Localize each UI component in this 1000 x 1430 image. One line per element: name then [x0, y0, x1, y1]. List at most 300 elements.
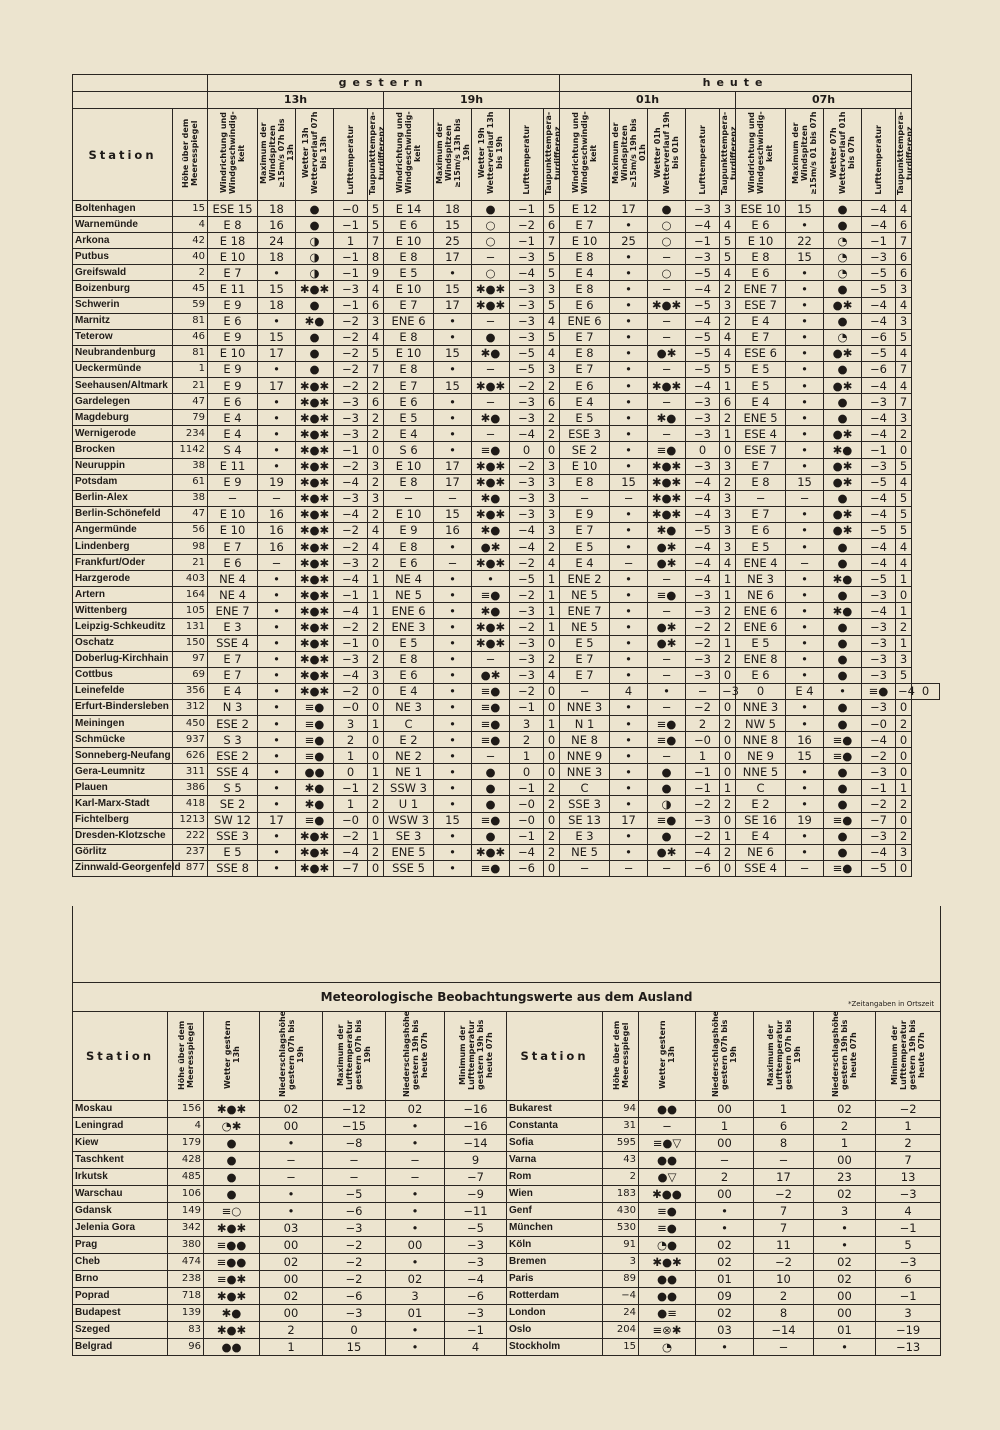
observation-cell: E 6 — [208, 313, 258, 329]
observation-cell: • — [434, 538, 472, 554]
observation-cell: 0 — [912, 683, 940, 699]
station-altitude: 877 — [173, 860, 208, 876]
observation-cell: − — [323, 1152, 386, 1169]
observation-cell: 0 — [544, 683, 560, 699]
table-row — [73, 619, 940, 635]
station-name: Constanta — [507, 1118, 603, 1135]
observation-cell: 2 — [720, 844, 736, 860]
observation-cell: −2 — [334, 329, 368, 345]
observation-cell: ✱●✱ — [296, 378, 334, 394]
station-name: Fichtelberg — [73, 812, 173, 828]
observation-cell: • — [434, 619, 472, 635]
observation-cell: 1 — [544, 619, 560, 635]
observation-cell: 02 — [260, 1254, 323, 1271]
station-altitude: 81 — [173, 345, 208, 361]
observation-cell: • — [260, 1203, 323, 1220]
observation-cell: −1 — [686, 780, 720, 796]
observation-cell: −5 — [862, 522, 896, 538]
observation-cell: 17 — [434, 249, 472, 265]
observation-cell: C — [736, 780, 786, 796]
observation-cell: N 1 — [560, 716, 610, 732]
station-altitude: 428 — [168, 1152, 204, 1169]
observation-cell: • — [434, 764, 472, 780]
observation-cell: • — [258, 667, 296, 683]
observation-cell: −3 — [862, 619, 896, 635]
observation-cell: 1 — [334, 233, 368, 249]
table-row — [73, 281, 940, 297]
observation-cell: 1 — [544, 571, 560, 587]
station-altitude: 474 — [168, 1254, 204, 1271]
observation-cell: 5 — [896, 490, 912, 506]
observation-cell: • — [610, 732, 648, 748]
observation-cell: ✱●✱ — [648, 490, 686, 506]
observation-cell: −6 — [510, 860, 544, 876]
station-altitude: 81 — [173, 313, 208, 329]
observation-cell: ENE 4 — [736, 555, 786, 571]
observation-cell: ●● — [639, 1152, 696, 1169]
observation-cell: • — [434, 587, 472, 603]
observation-cell: • — [258, 442, 296, 458]
observation-cell: ≡● — [296, 699, 334, 715]
observation-cell: −3 — [862, 249, 896, 265]
observation-cell: ≡●▽ — [639, 1135, 696, 1152]
observation-cell: • — [786, 619, 824, 635]
observation-cell: E 4 — [786, 683, 824, 699]
observation-cell: ≡● — [648, 812, 686, 828]
observation-cell: −2 — [334, 619, 368, 635]
station-name: Doberlug-Kirchhain — [73, 651, 173, 667]
table-row — [73, 1101, 941, 1118]
observation-cell: • — [786, 297, 824, 313]
station-altitude: 386 — [173, 780, 208, 796]
observation-cell: E 8 — [560, 345, 610, 361]
observation-cell: E 6 — [384, 667, 434, 683]
station-name: Bukarest — [507, 1101, 603, 1118]
observation-cell: − — [560, 683, 610, 699]
observation-cell: • — [814, 1339, 876, 1356]
observation-cell: ✱● — [472, 490, 510, 506]
observation-cell: ≡● — [472, 732, 510, 748]
observation-cell: 6 — [896, 217, 912, 233]
observation-cell: − — [472, 361, 510, 377]
observation-cell: • — [610, 329, 648, 345]
observation-cell: E 14 — [384, 201, 434, 217]
observation-cell: −3 — [334, 394, 368, 410]
observation-cell: ✱●✱ — [296, 651, 334, 667]
observation-cell: E 8 — [736, 474, 786, 490]
observation-cell: 5 — [544, 201, 560, 217]
observation-cell: 0 — [896, 699, 912, 715]
observation-cell: −6 — [686, 860, 720, 876]
observation-cell: − — [386, 1152, 445, 1169]
observation-cell: • — [258, 619, 296, 635]
observation-cell: ✱●✱ — [296, 860, 334, 876]
station-altitude: 222 — [173, 828, 208, 844]
observation-cell: ≡●● — [204, 1254, 260, 1271]
table-row — [73, 313, 940, 329]
station-altitude: 97 — [173, 651, 208, 667]
observation-cell: E 6 — [208, 394, 258, 410]
observation-cell: −3 — [720, 683, 736, 699]
observation-cell: 7 — [544, 233, 560, 249]
station-altitude: 150 — [173, 635, 208, 651]
observation-cell: 3 — [544, 490, 560, 506]
station-name: Gera-Leumnitz — [73, 764, 173, 780]
observation-cell: E 2 — [384, 732, 434, 748]
observation-cell: 10 — [754, 1271, 814, 1288]
observation-cell: • — [786, 603, 824, 619]
observation-cell: ● — [824, 828, 862, 844]
observation-cell: − — [648, 651, 686, 667]
station-altitude: 238 — [168, 1271, 204, 1288]
observation-cell: 16 — [434, 522, 472, 538]
observation-cell: −3 — [323, 1305, 386, 1322]
observation-cell: 4 — [610, 683, 648, 699]
observation-cell: E 5 — [736, 361, 786, 377]
observation-cell: −4 — [862, 313, 896, 329]
observation-cell: ✱● — [472, 522, 510, 538]
fcol-min-right: Minimum der Lufttemperatur gestern 19h bis heute 07h — [890, 1019, 927, 1091]
observation-cell: 01 — [386, 1305, 445, 1322]
station-altitude: 626 — [173, 748, 208, 764]
station-altitude: 2 — [603, 1169, 639, 1186]
observation-cell: −3 — [862, 828, 896, 844]
observation-cell: −5 — [862, 345, 896, 361]
observation-cell: E 6 — [384, 217, 434, 233]
observation-cell: −4 — [686, 474, 720, 490]
observation-cell: NE 3 — [384, 699, 434, 715]
observation-cell: • — [610, 667, 648, 683]
table-row — [73, 1305, 941, 1322]
observation-cell: ✱●✱ — [296, 587, 334, 603]
observation-cell: −1 — [334, 635, 368, 651]
observation-cell: • — [258, 410, 296, 426]
observation-cell: • — [786, 378, 824, 394]
observation-cell: • — [786, 796, 824, 812]
table-row — [73, 780, 940, 796]
observation-cell: E 8 — [560, 249, 610, 265]
observation-cell: 0 — [544, 860, 560, 876]
observation-cell: − — [472, 313, 510, 329]
observation-cell: 3 — [368, 490, 384, 506]
observation-cell: − — [648, 571, 686, 587]
observation-cell: 8 — [754, 1135, 814, 1152]
station-altitude: 106 — [168, 1186, 204, 1203]
col-taup-13: Taupunkttempera-turdifferenz — [368, 111, 386, 195]
observation-cell: • — [434, 394, 472, 410]
observation-cell: E 7 — [384, 378, 434, 394]
observation-cell: − — [384, 490, 434, 506]
observation-cell: − — [786, 555, 824, 571]
station-altitude: 98 — [173, 538, 208, 554]
observation-cell: −1 — [862, 442, 896, 458]
observation-cell: − — [560, 490, 610, 506]
observation-cell: − — [736, 490, 786, 506]
observation-cell: U 1 — [384, 796, 434, 812]
observation-cell: • — [610, 281, 648, 297]
observation-cell: 2 — [544, 651, 560, 667]
observation-cell: E 7 — [560, 329, 610, 345]
observation-cell: 4 — [720, 217, 736, 233]
fcol-wetter-right: Wetter gestern 13h — [658, 1020, 676, 1090]
observation-cell: ESE 2 — [208, 716, 258, 732]
observation-cell: • — [610, 345, 648, 361]
observation-cell: 2 — [696, 1169, 754, 1186]
observation-cell: −1 — [334, 780, 368, 796]
domestic-observations-table — [72, 74, 940, 877]
col-max-01: Maximum der Windspitzen ≥15m/s 19h bis 01h — [610, 118, 647, 188]
observation-cell: −4 — [862, 426, 896, 442]
station-name: Görlitz — [73, 844, 173, 860]
observation-cell: • — [610, 603, 648, 619]
observation-cell: −3 — [686, 426, 720, 442]
observation-cell: ✱● — [648, 410, 686, 426]
observation-cell: −6 — [862, 329, 896, 345]
observation-cell: 5 — [544, 265, 560, 281]
station-name: Wernigerode — [73, 426, 173, 442]
observation-cell: E 3 — [208, 619, 258, 635]
observation-cell: 17 — [434, 458, 472, 474]
observation-cell: • — [786, 313, 824, 329]
observation-cell: ≡● — [648, 716, 686, 732]
observation-cell: −4 — [686, 217, 720, 233]
observation-cell: − — [686, 683, 720, 699]
observation-cell: −3 — [686, 812, 720, 828]
observation-cell: −3 — [686, 667, 720, 683]
observation-cell: 0 — [896, 764, 912, 780]
fcol-min-left: Minimum der Lufttemperatur gestern 19h bis heute 07h — [457, 1019, 494, 1091]
station-altitude: 46 — [173, 329, 208, 345]
observation-cell: −2 — [754, 1186, 814, 1203]
observation-cell: 2 — [876, 1135, 941, 1152]
observation-cell: ≡● — [639, 1220, 696, 1237]
observation-cell: • — [260, 1186, 323, 1203]
observation-cell: 6 — [896, 249, 912, 265]
observation-cell: 1 — [544, 603, 560, 619]
observation-cell: E 7 — [208, 538, 258, 554]
observation-cell: NE 2 — [384, 748, 434, 764]
observation-cell: 1 — [896, 571, 912, 587]
observation-cell: −3 — [686, 603, 720, 619]
observation-cell: E 7 — [736, 506, 786, 522]
station-altitude: 204 — [603, 1322, 639, 1339]
observation-cell: 3 — [544, 522, 560, 538]
observation-cell: • — [610, 522, 648, 538]
observation-cell: −3 — [510, 313, 544, 329]
observation-cell: ✱●✱ — [296, 474, 334, 490]
table-row — [73, 1254, 941, 1271]
observation-cell: 3 — [896, 410, 912, 426]
table-row — [73, 233, 940, 249]
station-name: Dresden-Klotzsche — [73, 828, 173, 844]
observation-cell: 0 — [720, 699, 736, 715]
observation-cell: ESE 7 — [736, 442, 786, 458]
observation-cell: 18 — [434, 201, 472, 217]
observation-cell: 00 — [260, 1118, 323, 1135]
fcol-hoehe-left: Höhe über dem Meeresspiegel — [176, 1020, 195, 1090]
observation-cell: −2 — [510, 587, 544, 603]
station-altitude: 42 — [173, 233, 208, 249]
observation-cell: 15 — [434, 217, 472, 233]
observation-cell: • — [258, 828, 296, 844]
station-altitude: 530 — [603, 1220, 639, 1237]
station-altitude: 4 — [173, 217, 208, 233]
observation-cell: −1 — [334, 265, 368, 281]
observation-cell: 4 — [896, 378, 912, 394]
observation-cell: 15 — [786, 249, 824, 265]
station-name: Cheb — [73, 1254, 168, 1271]
observation-cell: ●● — [639, 1101, 696, 1118]
observation-cell: −3 — [862, 651, 896, 667]
observation-cell: • — [258, 571, 296, 587]
observation-cell: −3 — [334, 281, 368, 297]
station-name: Köln — [507, 1237, 603, 1254]
observation-cell: 4 — [368, 281, 384, 297]
station-name: Oschatz — [73, 635, 173, 651]
station-altitude: 105 — [173, 603, 208, 619]
observation-cell: 16 — [258, 538, 296, 554]
observation-cell: 2 — [544, 410, 560, 426]
table-row — [73, 474, 940, 490]
table-row — [73, 394, 940, 410]
observation-cell: WSW 3 — [384, 812, 434, 828]
foreign-title: Meteorologische Beobachtungswerte aus dem Ausland — [320, 990, 693, 1004]
observation-cell: • — [434, 780, 472, 796]
station-altitude: 311 — [173, 764, 208, 780]
observation-cell: ✱●✱ — [296, 555, 334, 571]
table-row — [73, 265, 940, 281]
observation-cell: 3 — [720, 490, 736, 506]
observation-cell: −4 — [334, 844, 368, 860]
observation-cell: −5 — [686, 297, 720, 313]
observation-cell: −4 — [862, 410, 896, 426]
station-altitude: 1213 — [173, 812, 208, 828]
table-row — [73, 410, 940, 426]
station-altitude: 380 — [168, 1237, 204, 1254]
observation-cell: ✱●✱ — [204, 1101, 260, 1118]
observation-cell: ● — [296, 297, 334, 313]
col-hoehe: Höhe über dem Meeresspiegel — [181, 118, 199, 188]
observation-cell: ○ — [472, 217, 510, 233]
table-row — [73, 1237, 941, 1254]
col-taup-19: Taupunkttempera-turdifferenz — [544, 111, 562, 195]
observation-cell: −3 — [323, 1220, 386, 1237]
observation-cell: 02 — [814, 1271, 876, 1288]
table-row — [73, 506, 940, 522]
observation-cell: 2 — [686, 716, 720, 732]
observation-cell: −1 — [862, 780, 896, 796]
station-name: Neubrandenburg — [73, 345, 173, 361]
station-name: Greifswald — [73, 265, 173, 281]
observation-cell: 3 — [896, 281, 912, 297]
foreign-observations-table — [72, 982, 941, 1356]
observation-cell: −2 — [334, 378, 368, 394]
observation-cell: 8 — [368, 249, 384, 265]
observation-cell: −1 — [445, 1322, 507, 1339]
observation-cell: 2 — [896, 828, 912, 844]
table-row — [73, 1288, 941, 1305]
observation-cell: • — [610, 249, 648, 265]
observation-cell: ◔ — [824, 233, 862, 249]
observation-cell: −5 — [323, 1186, 386, 1203]
observation-cell: −4 — [896, 683, 912, 699]
observation-cell: • — [258, 764, 296, 780]
station-name: Schwerin — [73, 297, 173, 313]
observation-cell: 1 — [334, 796, 368, 812]
observation-cell: ○ — [472, 265, 510, 281]
observation-cell: SE 2 — [208, 796, 258, 812]
observation-cell: NE 5 — [384, 587, 434, 603]
station-name: Wittenberg — [73, 603, 173, 619]
col-wetter-19: Wetter 19h Wetterverlauf 13h bis 19h — [477, 111, 504, 195]
observation-cell: 17 — [258, 345, 296, 361]
observation-cell: E 8 — [384, 361, 434, 377]
observation-cell: 3 — [368, 313, 384, 329]
observation-cell: 17 — [258, 378, 296, 394]
station-altitude: 15 — [603, 1339, 639, 1356]
observation-cell: − — [610, 555, 648, 571]
observation-cell: 1 — [754, 1101, 814, 1118]
observation-cell: 00 — [814, 1152, 876, 1169]
station-altitude: 38 — [173, 490, 208, 506]
station-name: Genf — [507, 1203, 603, 1220]
station-name: Paris — [507, 1271, 603, 1288]
observation-cell: −1 — [510, 233, 544, 249]
station-altitude: 83 — [168, 1322, 204, 1339]
observation-cell: 6 — [876, 1271, 941, 1288]
observation-cell: −7 — [862, 812, 896, 828]
observation-cell: − — [434, 555, 472, 571]
observation-cell: −3 — [686, 458, 720, 474]
observation-cell: 2 — [368, 844, 384, 860]
observation-cell: 5 — [544, 297, 560, 313]
observation-cell: 00 — [260, 1305, 323, 1322]
observation-cell: SSE 4 — [208, 764, 258, 780]
observation-cell: −3 — [510, 635, 544, 651]
observation-cell: 4 — [368, 522, 384, 538]
observation-cell: −0 — [334, 699, 368, 715]
observation-cell: 02 — [386, 1101, 445, 1118]
observation-cell: SE 2 — [560, 442, 610, 458]
table-row — [73, 490, 940, 506]
observation-cell: • — [696, 1203, 754, 1220]
table-row — [73, 1118, 941, 1135]
observation-cell: −2 — [334, 345, 368, 361]
observation-cell: −4 — [510, 265, 544, 281]
observation-cell: S 5 — [208, 780, 258, 796]
observation-cell: − — [648, 603, 686, 619]
observation-cell: − — [696, 1152, 754, 1169]
observation-cell: E 8 — [384, 249, 434, 265]
observation-cell: E 4 — [384, 683, 434, 699]
observation-cell: 0 — [720, 812, 736, 828]
observation-cell: −5 — [686, 265, 720, 281]
observation-cell: ≡● — [472, 587, 510, 603]
station-altitude: 79 — [173, 410, 208, 426]
observation-cell: • — [814, 1237, 876, 1254]
observation-cell: 4 — [368, 329, 384, 345]
observation-cell: E 8 — [208, 217, 258, 233]
fcol-wetter-left: Wetter gestern 13h — [222, 1020, 241, 1090]
col-max-19: Maximum der Windspitzen ≥15m/s 13h bis 19h — [434, 118, 471, 188]
observation-cell: • — [696, 1220, 754, 1237]
observation-cell: SSE 4 — [208, 635, 258, 651]
observation-cell: 1 — [544, 716, 560, 732]
observation-cell: ✱●✱ — [296, 603, 334, 619]
observation-cell: −4 — [862, 297, 896, 313]
observation-cell: ≡●✱ — [204, 1271, 260, 1288]
observation-cell: −14 — [445, 1135, 507, 1152]
